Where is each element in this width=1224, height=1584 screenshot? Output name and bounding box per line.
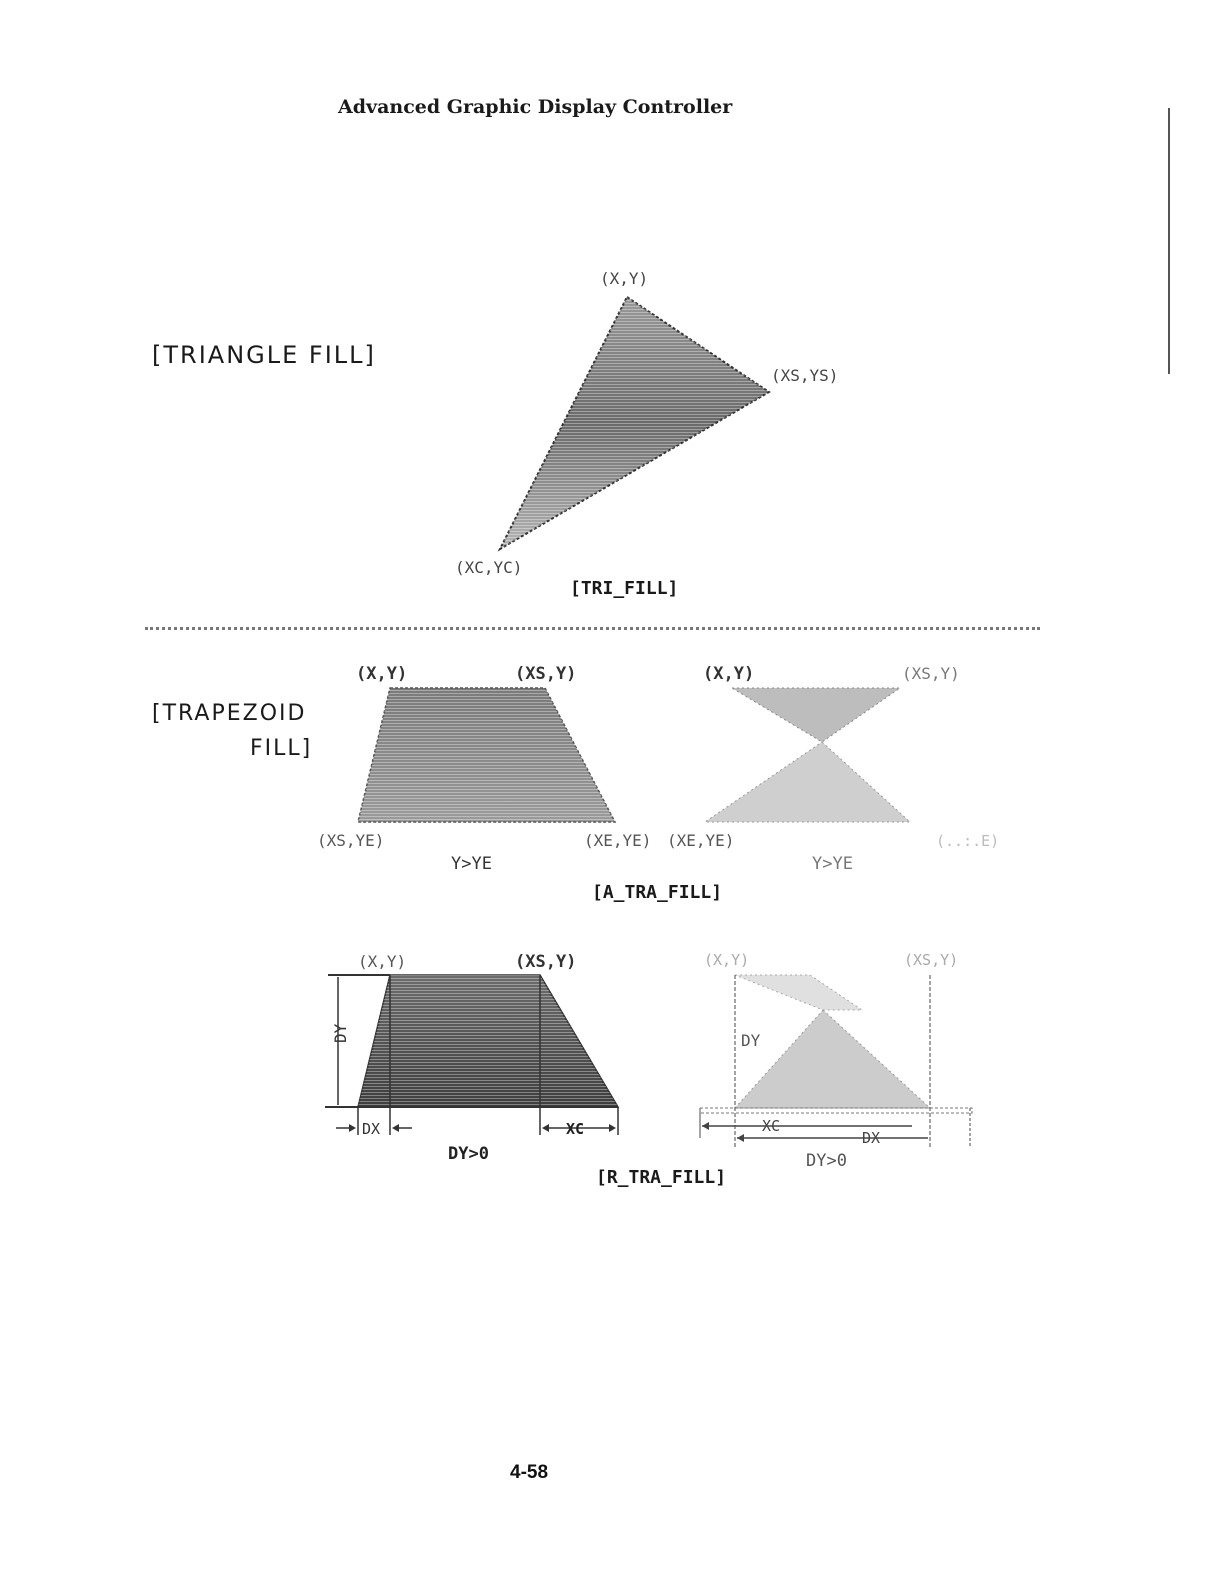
r-tra-left-height-label: DY	[331, 1023, 350, 1043]
tri-fill-caption: [TRI_FILL]	[570, 578, 679, 599]
a-tra-right-top-right: (XS,Y)	[902, 664, 960, 683]
a-tra-left-condition: Y>YE	[451, 854, 492, 874]
r-tra-fill-caption: [R_TRA_FILL]	[596, 1167, 727, 1188]
r-tra-left-condition: DY>0	[448, 1144, 489, 1164]
r-tra-right-top-right: (XS,Y)	[904, 951, 959, 969]
trapezoid-heading-line2: FILL]	[250, 736, 313, 761]
crossed-r-trapezoid-upper	[735, 975, 862, 1010]
triangle-fill-heading: [TRIANGLE FILL]	[152, 341, 376, 369]
crossed-trapezoid-upper	[732, 688, 900, 742]
a-tra-left-top-right: (XS,Y)	[515, 664, 577, 684]
tri-label-bottom: (XC,YC)	[455, 558, 523, 577]
r-tra-right-height-label: DY	[741, 1031, 761, 1050]
tri-label-top: (X,Y)	[600, 269, 649, 288]
r-tra-left-top-right: (XS,Y)	[515, 952, 577, 972]
crossed-r-trapezoid-lower	[735, 1010, 930, 1108]
a-tra-fill-caption: [A_TRA_FILL]	[592, 882, 723, 903]
r-tra-left-top-left: (X,Y)	[358, 952, 407, 971]
r-tra-left-dx-label: DX	[362, 1120, 381, 1138]
a-tra-left-top-left: (X,Y)	[356, 664, 408, 684]
r-tra-right-condition: DY>0	[806, 1151, 847, 1171]
trapezoid-heading-line1: [TRAPEZOID	[152, 701, 307, 726]
a-tra-left-figure	[358, 688, 615, 822]
tri-label-right: (XS,YS)	[771, 366, 839, 385]
triangle-fill-figure	[500, 297, 769, 549]
a-tra-right-bottom-left: (XE,YE)	[667, 831, 735, 850]
r-tra-left-figure	[325, 975, 618, 1135]
a-tra-right-bottom-right-faded: (..:.E)	[936, 832, 1000, 850]
a-tra-left-bottom-right: (XE,YE)	[584, 831, 652, 850]
crossed-trapezoid-lower	[705, 742, 910, 822]
a-tra-right-condition: Y>YE	[812, 854, 853, 874]
r-tra-left-xc-label: XC	[566, 1120, 585, 1138]
r-tra-right-figure	[700, 975, 972, 1148]
a-tra-left-bottom-left: (XS,YE)	[317, 831, 385, 850]
a-tra-right-top-left: (X,Y)	[703, 664, 755, 684]
r-tra-right-xc-label: XC	[762, 1117, 781, 1135]
page-number: 4-58	[510, 1462, 549, 1483]
page-header: Advanced Graphic Display Controller	[338, 96, 733, 118]
a-tra-right-figure	[705, 688, 910, 822]
r-tra-right-top-left: (X,Y)	[704, 951, 750, 969]
r-tra-right-dx-label: DX	[862, 1129, 881, 1147]
